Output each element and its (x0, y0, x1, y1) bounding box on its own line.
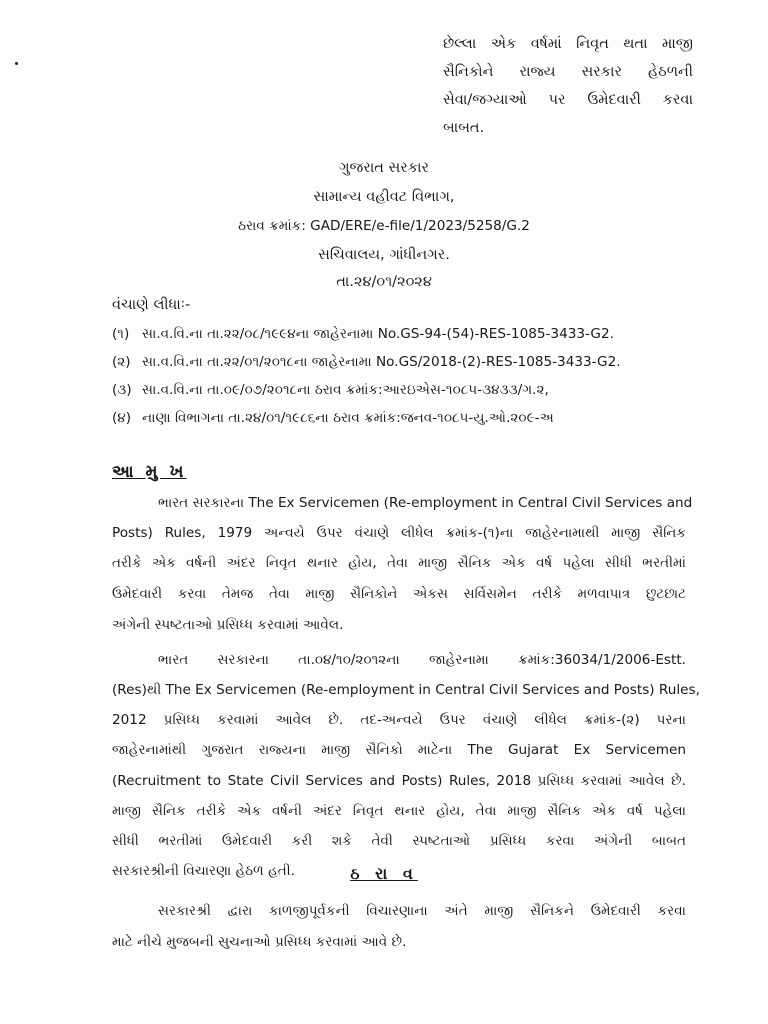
reference-number: (૧) (112, 326, 130, 342)
paragraph-line: જાહેરનામાંથી ગુજરાત રાજ્યના માજી સૈનિકો માટેના The Gujarat Ex Servicemen (112, 742, 686, 758)
government-name: ગુજરાત સરકાર (338, 160, 430, 176)
paragraph-line: (Recruitment to State Civil Services and Posts) Rules, 2018 પ્રસિધ્ધ કરવામાં આવેલ છે. (112, 773, 686, 789)
reference-text: સા.વ.વિ.ના તા.૨૨/૦૮/૧૯૯૪ના જાહેરનામા No.GS-94-(54)-RES-1085-3433-G2. (142, 326, 614, 342)
paragraph-line: ભારત સરકારના The Ex Servicemen (Re-employment in Central Civil Services and (158, 495, 693, 511)
place: સચિવાલય, ગાંધીનગર. (318, 247, 450, 263)
reference-text: નાણા વિભાગના તા.૨૪/૦૧/૧૯૮૬ના ઠરાવ ક્રમાંક:જનવ-૧૦૮૫-યુ.ઓ.૨૦૯-અ (142, 410, 554, 426)
tharav-heading: ઠ રા વ (350, 864, 418, 883)
reference-text: સા.વ.વિ.ના તા.૨૨/૦૧/૨૦૧૮ના જાહેરનામા No.GS/2018-(2)-RES-1085-3433-G2. (142, 354, 621, 370)
subject-line: સેવા/જગ્યાઓ પર ઉમેદવારી કરવા (443, 92, 693, 108)
paragraph-line: ઉમેદવારી કરવા તેમજ તેવા માજી સૈનિકોને એકસ સર્વિસમેન તરીકે મળવાપાત્ર છુટછાટ (112, 586, 686, 602)
reference-text: સા.વ.વિ.ના તા.૦૯/૦૭/૨૦૧૮ના ઠરાવ ક્રમાંક:આરઇએસ-૧૦૮૫-૩૪૩૩/ગ.૨, (142, 382, 549, 398)
reference-number: (૪) (112, 410, 132, 426)
resolution-date: તા.૨૪/૦૧/૨૦૨૪ (336, 274, 432, 290)
paragraph-line: અંગેની સ્પષ્ટતાઓ પ્રસિધ્ધ કરવામાં આવેલ. (112, 617, 344, 633)
subject-block (443, 30, 693, 142)
subject-line: સૈનિકોને રાજ્ય સરકાર હેઠળની (443, 64, 693, 80)
reference-item (112, 382, 549, 398)
paragraph-line: ભારત સરકારના તા.૦૪/૧૦/૨૦૧૨ના જાહેરનામા ક્રમાંક:36034/1/2006-Estt. (158, 652, 686, 668)
paragraph-line: સરકારશ્રીની વિચારણા હેઠળ હતી. (112, 863, 295, 879)
subject-line: છેલ્લા એક વર્ષમાં નિવૃત થતા માજી (443, 36, 693, 52)
reference-item (112, 354, 621, 370)
department-name: સામાન્ય વહીવટ વિભાગ, (313, 189, 455, 205)
references-heading: વંચાણે લીધાઃ- (112, 297, 191, 313)
paragraph-line: માટે નીચે મુજબની સુચનાઓ પ્રસિધ્ધ કરવામાં આવે છે. (112, 934, 407, 950)
paragraph-line: (Res)થી The Ex Servicemen (Re-employment in Central Civil Services and Posts) Rules, (112, 682, 700, 698)
paragraph-line: Posts) Rules, 1979 અન્વયે ઉપર વંચાણે લીધેલ ક્રમાંક-(૧)ના જાહેરનામાથી માજી સૈનિક (112, 525, 686, 541)
paragraph-line: તરીકે એક વર્ષની અંદર નિવૃત થનાર હોય, તેવા માજી સૈનિક એક વર્ષ પહેલા સીધી ભરતીમાં (112, 555, 686, 571)
paragraph-line: 2012 પ્રસિધ્ધ કરવામાં આવેલ છે. તદ-અન્વયે ઉપર વંચાણે લીધેલ ક્રમાંક-(૨) પરના (112, 712, 686, 728)
subject-line: બાબત. (443, 120, 485, 136)
amukh-heading: આ મુ ખ (112, 462, 187, 482)
paragraph-line: માજી સૈનિક તરીકે એક વર્ષની અંદર નિવૃત થનાર હોય, તેવા માજી સૈનિક એક વર્ષ પહેલા (112, 803, 686, 819)
resolution-number: ઠરાવ ક્રમાંક: GAD/ERE/e-file/1/2023/5258/G.2 (238, 218, 530, 234)
reference-item (112, 326, 614, 342)
paragraph-line: સીધી ભરતીમાં ઉમેદવારી કરી શકે તેવી સ્પષ્ટતાઓ પ્રસિધ્ધ કરવા અંગેની બાબત (112, 833, 686, 849)
reference-number: (૨) (112, 354, 131, 370)
paragraph-line: સરકારશ્રી દ્વારા કાળજીપૂર્વકની વિચારણાના અંતે માજી સૈનિકને ઉમેદવારી કરવા (158, 903, 686, 919)
scan-speck (15, 62, 18, 65)
reference-item (112, 410, 554, 426)
reference-number: (૩) (112, 382, 132, 398)
